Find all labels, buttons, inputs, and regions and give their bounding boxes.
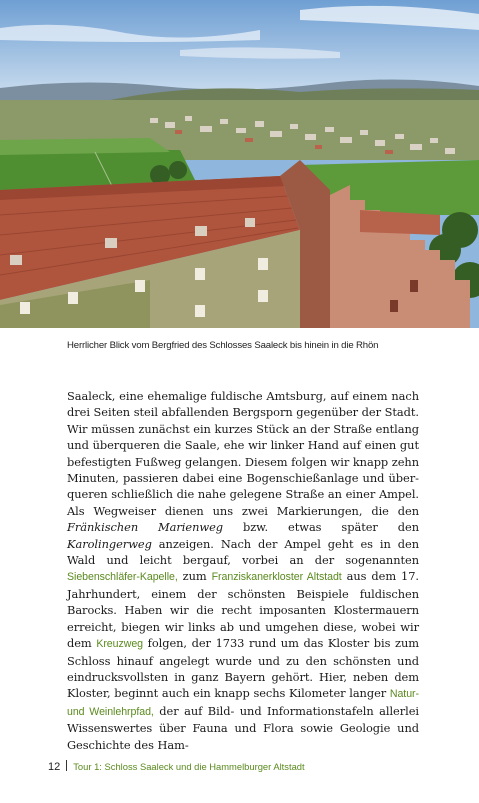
body-paragraph [67,388,419,753]
text-segment: folgen, der 1733 rund um das Kloster bis zum Schloss hinauf angelegt wurde und zu den schönsten und eindrucksvollsten in ganz Bayern gehört. Hier, neben dem Kloster, beginnt auch ein knapp sechs Kilometer langer [67,636,419,701]
text-segment: anzeigen. Nach der Ampel geht es in den Wald und leicht bergauf, vorbei an der sogenannten [67,536,419,568]
text-segment: aus dem 17. Jahrhundert, einem der schönsten Beispiele fuldischen Barocks. Haben wir die recht imposanten Klostermauern erreicht, biegen wir links ab und umgehen diese, wobei wir dem [67,569,419,651]
text-segment: Saaleck, eine ehemalige fuldische Amtsburg, auf einem nach drei Seiten steil abfallenden Bergsporn gegenüber der Stadt. Wir müssen zunächst ein kurzes Stück an der Straße entlang und überqueren die Saale, ehe wir linker Hand auf einen gut befestigten Fußweg gelangen. Diesem folgen wir knapp zehn Minuten, passieren dabei eine Bogenschießanlage und überqueren schließlich die nahe gelegene Straße an einer Ampel. Als Wegweiser dienen uns zwei Markierungen, die den [67,389,419,518]
castle-landscape-illustration [0,0,479,328]
page-footer [48,760,305,773]
highlight-franziskanerkloster: Franziskanerkloster Altstadt [211,571,342,584]
castle-photo [0,0,479,328]
photo-caption: Herrlicher Blick vom Bergfried des Schlosses Saaleck bis hinein in die Rhön [67,340,379,351]
route-name-karolingerweg: Karolingerweg [67,536,152,551]
highlight-lehrpfad: Natur- und Weinlehrpfad, [67,688,419,718]
text-segment: bzw. etwas später den [223,520,419,535]
page-number: 12 [48,761,61,773]
text-segment: zum [177,569,212,584]
highlight-kreuzweg: Kreuzweg [96,638,144,651]
footer-divider [66,760,67,771]
tour-title: Tour 1: Schloss Saaleck und die Hammelburger Altstadt [73,761,305,772]
route-name-marienweg: Fränkischen Marienweg [67,520,224,535]
text-segment: der auf Bild- und Informationstafeln allerlei Wissenswertes über Fauna und Flora sowie Geologie und Geschichte des Ham- [67,703,419,752]
highlight-siebenschlaefer-kapelle: Siebenschläfer-Kapelle, [67,571,178,584]
